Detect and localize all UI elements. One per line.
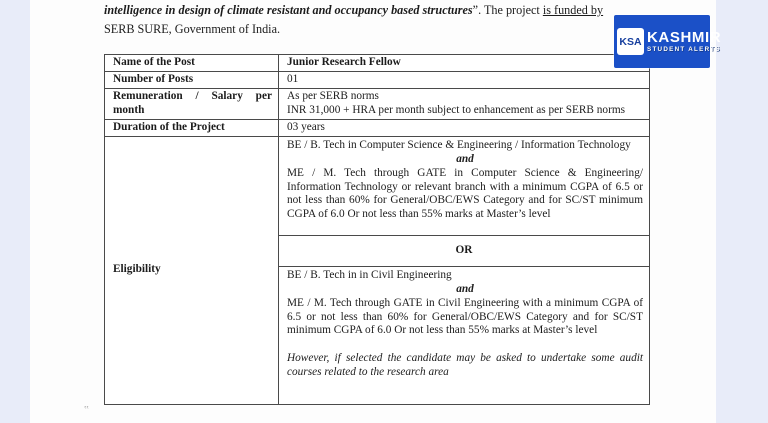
intro-paragraph [104,1,689,38]
page-margin-left [0,0,30,423]
label-name-of-post: Name of the Post [105,55,279,71]
ksa-abbr: KSA [619,35,642,48]
eligibility-option-2 [279,267,649,404]
ksa-badge-icon [617,28,644,55]
label-number-of-posts: Number of Posts [105,72,279,88]
value-remuneration [279,89,649,119]
page-margin-right [716,0,768,423]
remuneration-line-1: As per SERB norms [287,89,379,102]
stray-mark-artifact: ‟ [84,404,87,416]
intro-line-2: SERB SURE, Government of India. [104,21,281,36]
project-title-quote: intelligence in design of climate resistant and occupancy based structures [104,3,473,17]
eligibility-or-divider: OR [279,236,649,267]
label-remuneration: Remuneration / Salary per month [105,89,279,119]
option2-postgraduate: ME / M. Tech through GATE in Civil Engineering with a minimum CGPA of 6.5 or not less than 60% for General/OBC/EWS Category and for SC/ST minimum CGPA of 6.0 Or not less than 55% marks at Master’s level [287,296,643,337]
label-duration: Duration of the Project [105,120,279,136]
value-number-of-posts: 01 [287,73,299,85]
intro-underlined-text: is funded by [542,3,604,17]
value-eligibility [279,137,649,404]
table-row-number-of-posts [105,72,649,89]
label-eligibility: Eligibility [105,137,279,404]
table-row-duration [105,120,649,137]
intro-line-1 [104,1,689,20]
option1-postgraduate: ME / M. Tech through GATE in Computer Science & Engineering/ Information Technology or relevant branch with a minimum CGPA of 6.5 or not less than 60% for General/OBC/EWS Category and for SC/ST minimum CGPA of 6.0 Or not less than 55% marks at Master’s level [287,166,643,221]
remuneration-line-2: INR 31,000 + HRA per month subject to enhancement as per SERB norms [287,103,626,116]
value-name-of-post: Junior Research Fellow [287,56,401,68]
option2-and: and [456,282,474,295]
eligibility-option-1 [279,137,649,236]
logo-subtitle: STUDENT ALERTS [647,46,721,53]
table-row-eligibility [105,137,649,404]
table-row-remuneration [105,89,649,120]
option1-and: and [456,152,474,165]
option2-degree: BE / B. Tech in in Civil Engineering [287,268,452,281]
table-row-name-of-post [105,55,649,72]
intro-after-quote: ”. The project [472,3,543,17]
eligibility-note: However, if selected the candidate may be asked to undertake some audit courses related to the research area [287,352,643,379]
logo-title: KASHMIR [647,29,722,46]
logo-text [647,30,721,53]
post-details-table [104,54,650,405]
kashmir-student-alerts-logo [614,15,722,68]
option1-degree: BE / B. Tech in Computer Science & Engineering / Information Technology [287,138,631,151]
value-duration: 03 years [287,120,325,133]
